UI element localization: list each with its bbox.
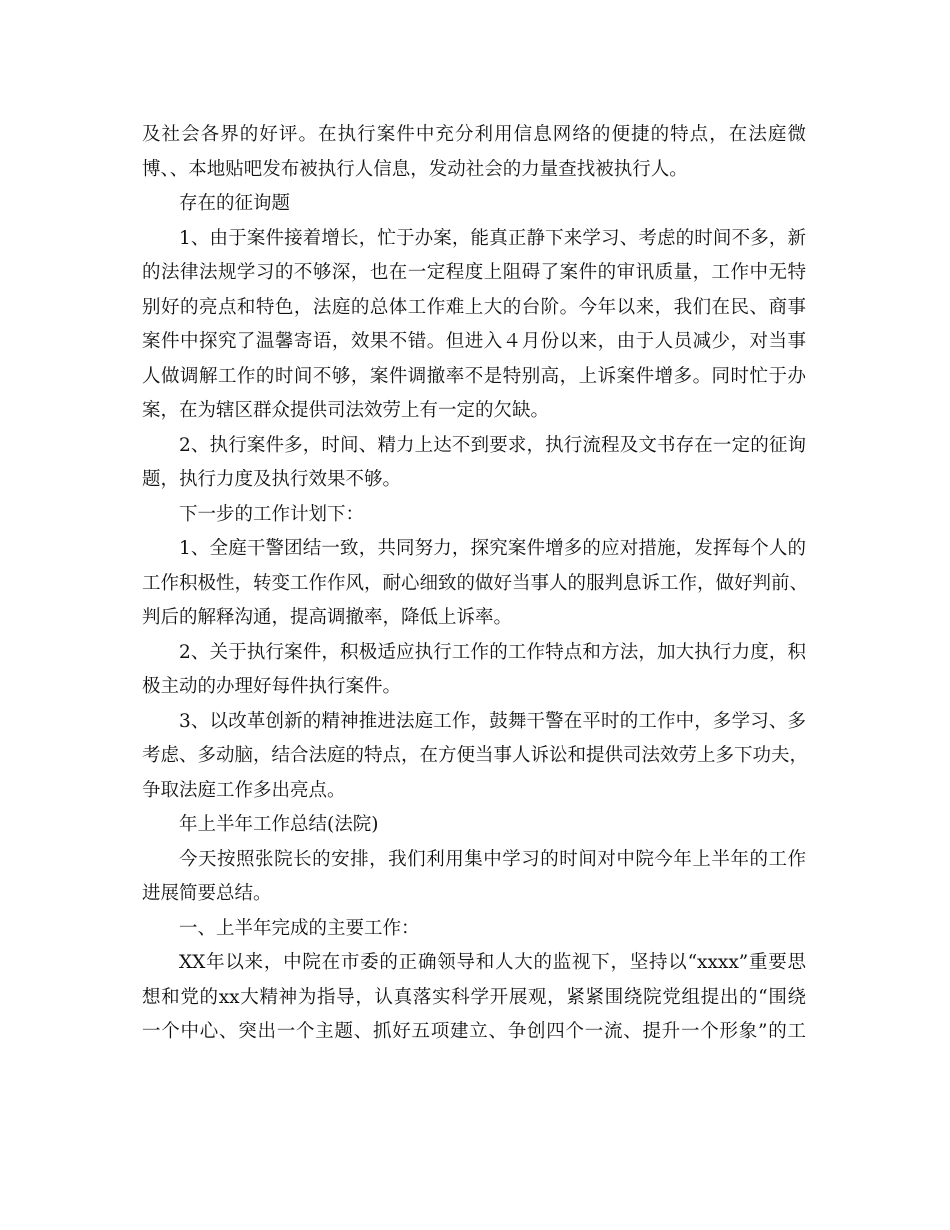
text-line: 考虑、多动脑，结合法庭的特点，在方便当事人诉讼和提供司法效劳上多下功夫， bbox=[142, 745, 809, 766]
text-line: 进展简要总结。 bbox=[142, 883, 272, 904]
text-line: 一个中心、突出一个主题、抓好五项建立、争创四个一流、提升一个形象”的工 bbox=[142, 1021, 806, 1042]
document-body bbox=[142, 118, 809, 1050]
section-heading: 一、上半年完成的主要工作： bbox=[179, 917, 420, 939]
text-line: 今天按照张院长的安排，我们利用集中学习的时间对中院今年上半年的工作 bbox=[179, 848, 806, 870]
text-line: 别好的亮点和特色，法庭的总体工作难上大的台阶。今年以来，我们在民、商事 bbox=[142, 296, 806, 318]
text-line: 3、以改革创新的精神推进法庭工作，鼓舞干警在平时的工作中，多学习、多 bbox=[179, 710, 806, 732]
text-line: 案，在为辖区群众提供司法效劳上有一定的欠缺。 bbox=[142, 400, 550, 421]
text-line: XX年以来，中院在市委的正确领导和人大的监视下，坚持以“xxxx”重要思 bbox=[179, 952, 806, 973]
section-heading: 存在的征询题 bbox=[179, 193, 291, 214]
text-line: 及社会各界的好评。在执行案件中充分利用信息网络的便捷的特点，在法庭微 bbox=[142, 124, 806, 145]
text-line: 案件中探究了温馨寄语，效果不错。但进入４月份以来，由于人员减少，对当事 bbox=[142, 331, 806, 352]
text-line: 极主动的办理好每件执行案件。 bbox=[142, 676, 402, 697]
section-heading: 年上半年工作总结(法院) bbox=[179, 814, 379, 835]
text-line: 2、执行案件多，时间、精力上达不到要求，执行流程及文书存在一定的征询 bbox=[179, 434, 806, 456]
text-line: 判后的解释沟通，提高调撤率，降低上诉率。 bbox=[142, 607, 513, 628]
text-line: 2、关于执行案件，积极适应执行工作的工作特点和方法，加大执行力度，积 bbox=[179, 641, 806, 663]
text-line: 博、、本地贴吧发布被执行人信息，发动社会的力量查找被执行人。 bbox=[142, 158, 688, 180]
text-line: 工作积极性，转变工作作风，耐心细致的做好当事人的服判息诉工作，做好判前、 bbox=[142, 572, 809, 594]
text-line: 题，执行力度及执行效果不够。 bbox=[142, 469, 402, 490]
text-line: 争取法庭工作多出亮点。 bbox=[142, 779, 346, 801]
text-line: 人做调解工作的时间不够，案件调撤率不是特别高，上诉案件增多。同时忙于办 bbox=[142, 365, 806, 387]
text-line: 的法律法规学习的不够深，也在一定程度上阻碍了案件的审讯质量，工作中无特 bbox=[142, 262, 806, 283]
text-line: 1、由于案件接着增长，忙于办案，能真正静下来学习、考虑的时间不多，新 bbox=[179, 227, 806, 249]
text-line: 想和党的xx大精神为指导，认真落实科学开展观，紧紧围绕院党组提出的“围绕 bbox=[142, 986, 806, 1008]
section-heading: 下一步的工作计划下： bbox=[179, 503, 365, 525]
text-line: 1、全庭干警团结一致，共同努力，探究案件增多的应对措施，发挥每个人的 bbox=[179, 538, 806, 559]
